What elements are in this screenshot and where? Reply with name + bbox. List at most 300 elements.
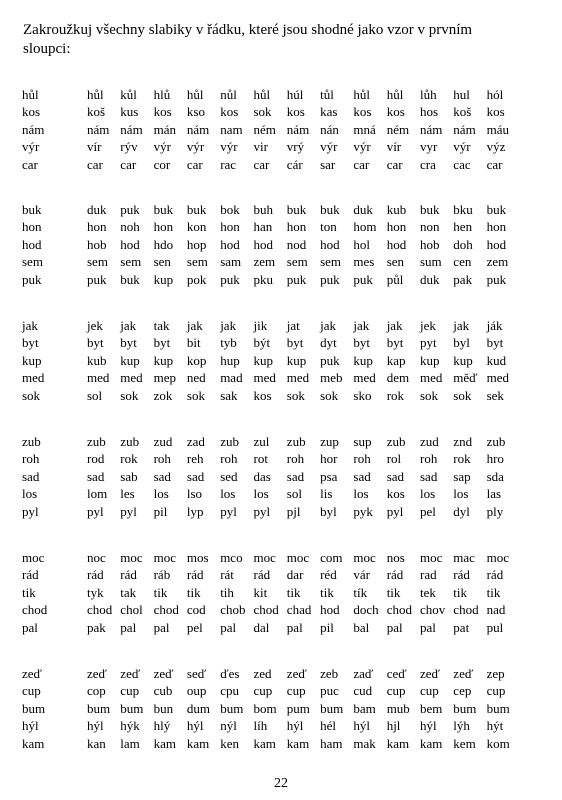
option-syllable[interactable]: zub (87, 434, 106, 449)
option-syllable[interactable]: zed (253, 666, 272, 681)
option-syllable[interactable]: zul (253, 434, 270, 449)
option-syllable[interactable]: lom (87, 486, 108, 502)
option-syllable[interactable]: jek (87, 318, 103, 333)
option-syllable[interactable]: zeď (453, 666, 474, 681)
option-syllable[interactable]: hob (87, 236, 107, 252)
option-syllable[interactable]: rac (220, 156, 237, 172)
option-syllable[interactable]: kos (353, 104, 372, 120)
option-syllable[interactable]: jat (286, 318, 300, 333)
option-syllable[interactable]: hon (87, 219, 107, 235)
option-syllable[interactable]: non (420, 219, 440, 235)
option-syllable[interactable]: pal (286, 619, 303, 635)
option-syllable[interactable]: sad (286, 468, 305, 484)
option-syllable[interactable]: roh (220, 451, 238, 467)
option-syllable[interactable]: sem (186, 254, 208, 270)
option-syllable[interactable]: med (486, 370, 509, 386)
option-syllable[interactable]: duk (87, 202, 107, 217)
option-syllable[interactable]: chod (453, 602, 479, 618)
option-syllable[interactable]: sar (320, 156, 336, 172)
option-syllable[interactable]: byl (453, 335, 470, 351)
option-syllable[interactable]: hlý (153, 718, 171, 734)
option-syllable[interactable]: ráb (153, 567, 171, 583)
option-syllable[interactable]: nán (320, 121, 339, 137)
option-syllable[interactable]: kam (386, 735, 410, 751)
option-syllable[interactable]: zem (253, 254, 276, 270)
option-syllable[interactable]: výz (486, 139, 506, 155)
option-syllable[interactable]: car (386, 156, 403, 172)
option-syllable[interactable]: mco (220, 550, 243, 565)
option-syllable[interactable]: bum (220, 700, 244, 716)
option-syllable[interactable]: výr (186, 139, 205, 155)
option-syllable[interactable]: los (153, 486, 169, 502)
option-syllable[interactable]: meb (320, 370, 343, 386)
option-syllable[interactable]: zad (186, 434, 205, 449)
option-syllable[interactable]: las (486, 486, 502, 502)
option-syllable[interactable]: hdo (153, 236, 174, 252)
option-syllable[interactable]: mak (353, 735, 376, 751)
option-syllable[interactable]: doh (453, 236, 473, 252)
option-syllable[interactable]: hýl (186, 718, 204, 734)
option-syllable[interactable]: kam (286, 735, 310, 751)
option-syllable[interactable]: sap (453, 468, 471, 484)
option-syllable[interactable]: bem (420, 700, 443, 716)
option-syllable[interactable]: tik (186, 584, 201, 600)
option-syllable[interactable]: být (253, 335, 271, 351)
option-syllable[interactable]: kos (220, 104, 239, 120)
option-syllable[interactable]: vár (353, 567, 370, 583)
option-syllable[interactable]: hod (486, 236, 507, 252)
option-syllable[interactable]: med (120, 370, 143, 386)
option-syllable[interactable]: pel (186, 619, 203, 635)
option-syllable[interactable]: hýl (286, 718, 304, 734)
option-syllable[interactable]: sum (420, 254, 442, 270)
option-syllable[interactable]: roh (353, 451, 371, 467)
option-syllable[interactable]: hro (486, 451, 504, 467)
option-syllable[interactable]: hýl (87, 718, 104, 734)
option-syllable[interactable]: nám (186, 121, 210, 137)
option-syllable[interactable]: tik (320, 584, 334, 600)
option-syllable[interactable]: vír (386, 139, 402, 155)
option-syllable[interactable]: výr (220, 139, 238, 155)
option-syllable[interactable]: los (453, 486, 469, 502)
option-syllable[interactable]: hýt (486, 718, 504, 734)
option-syllable[interactable]: pak (87, 619, 106, 635)
option-syllable[interactable]: mos (186, 550, 209, 565)
option-syllable[interactable]: nýl (220, 718, 237, 734)
option-syllable[interactable]: duk (353, 202, 373, 217)
option-syllable[interactable]: rad (420, 567, 437, 583)
option-syllable[interactable]: zeď (286, 666, 307, 681)
option-syllable[interactable]: zeď (420, 666, 440, 681)
option-syllable[interactable]: vyr (420, 139, 438, 155)
option-syllable[interactable]: nám (120, 121, 143, 137)
option-syllable[interactable]: rát (220, 567, 234, 583)
option-syllable[interactable]: puk (486, 271, 507, 287)
option-syllable[interactable]: jik (253, 318, 268, 333)
option-syllable[interactable]: sok (186, 387, 205, 403)
option-syllable[interactable]: měď (453, 370, 478, 386)
option-syllable[interactable]: sok (453, 387, 472, 403)
option-syllable[interactable]: rok (120, 451, 138, 467)
option-syllable[interactable]: sem (87, 254, 108, 270)
option-syllable[interactable]: buk (420, 202, 440, 217)
option-syllable[interactable]: hol (353, 236, 371, 252)
option-syllable[interactable]: zeb (320, 666, 339, 681)
option-syllable[interactable]: nod (286, 236, 307, 252)
option-syllable[interactable]: rot (253, 451, 268, 467)
option-syllable[interactable]: pyl (386, 503, 404, 519)
option-syllable[interactable]: rýv (120, 139, 138, 155)
option-syllable[interactable]: car (253, 156, 270, 172)
option-syllable[interactable]: buk (120, 271, 140, 287)
option-syllable[interactable]: tyb (220, 335, 237, 351)
option-syllable[interactable]: tík (353, 584, 368, 600)
option-syllable[interactable]: cor (153, 156, 171, 172)
option-syllable[interactable]: ják (486, 318, 503, 333)
option-syllable[interactable]: byl (320, 503, 337, 519)
option-syllable[interactable]: mac (453, 550, 475, 565)
option-syllable[interactable]: pyk (353, 503, 373, 519)
option-syllable[interactable]: pyl (120, 503, 137, 519)
option-syllable[interactable]: zaď (353, 666, 374, 681)
option-syllable[interactable]: los (220, 486, 236, 502)
option-syllable[interactable]: buk (153, 202, 174, 217)
option-syllable[interactable]: pum (286, 700, 310, 716)
option-syllable[interactable]: sda (486, 468, 504, 484)
option-syllable[interactable]: rád (87, 567, 104, 583)
option-syllable[interactable]: dyt (320, 335, 337, 351)
option-syllable[interactable]: rod (87, 451, 105, 467)
option-syllable[interactable]: hup (220, 352, 240, 368)
option-syllable[interactable]: cup (420, 683, 439, 699)
option-syllable[interactable]: hod (320, 602, 340, 618)
option-syllable[interactable]: jek (420, 318, 436, 333)
option-syllable[interactable]: zeď (153, 666, 174, 681)
option-syllable[interactable]: puk (120, 202, 140, 217)
option-syllable[interactable]: seď (186, 666, 207, 681)
option-syllable[interactable]: bit (186, 335, 201, 351)
option-syllable[interactable]: pak (453, 271, 473, 287)
option-syllable[interactable]: moc (486, 550, 509, 565)
option-syllable[interactable]: ném (253, 121, 276, 137)
option-syllable[interactable]: pal (153, 619, 170, 635)
option-syllable[interactable]: hod (386, 236, 407, 252)
option-syllable[interactable]: sen (386, 254, 405, 270)
option-syllable[interactable]: rád (186, 567, 204, 583)
option-syllable[interactable]: kan (87, 735, 106, 751)
option-syllable[interactable]: cup (386, 683, 406, 699)
option-syllable[interactable]: moc (286, 550, 310, 565)
option-syllable[interactable]: zud (153, 434, 173, 449)
option-syllable[interactable]: mes (353, 254, 375, 270)
option-syllable[interactable]: cup (253, 683, 273, 699)
option-syllable[interactable]: puk (87, 271, 107, 287)
option-syllable[interactable]: han (253, 219, 273, 235)
option-syllable[interactable]: rád (486, 567, 504, 583)
option-syllable[interactable]: byt (353, 335, 371, 351)
option-syllable[interactable]: los (353, 486, 369, 502)
option-syllable[interactable]: chod (386, 602, 412, 618)
option-syllable[interactable]: doch (353, 602, 379, 618)
option-syllable[interactable]: hýl (353, 718, 371, 734)
option-syllable[interactable]: car (120, 156, 137, 172)
option-syllable[interactable]: puk (320, 271, 340, 287)
option-syllable[interactable]: nám (420, 121, 443, 137)
option-syllable[interactable]: hůl (253, 87, 271, 102)
option-syllable[interactable]: kam (186, 735, 210, 751)
option-syllable[interactable]: kon (186, 219, 207, 235)
option-syllable[interactable]: tůl (320, 87, 334, 102)
option-syllable[interactable]: sad (353, 468, 371, 484)
option-syllable[interactable]: cud (353, 683, 373, 699)
option-syllable[interactable]: tik (486, 584, 501, 600)
option-syllable[interactable]: chod (153, 602, 179, 618)
option-syllable[interactable]: chod (253, 602, 279, 618)
option-syllable[interactable]: buk (486, 202, 507, 217)
option-syllable[interactable]: ply (486, 503, 504, 519)
option-syllable[interactable]: jak (186, 318, 203, 333)
option-syllable[interactable]: chob (220, 602, 246, 618)
option-syllable[interactable]: kam (153, 735, 176, 751)
option-syllable[interactable]: zud (420, 434, 439, 449)
option-syllable[interactable]: jak (353, 318, 370, 333)
option-syllable[interactable]: zep (486, 666, 505, 681)
option-syllable[interactable]: pul (486, 619, 504, 635)
option-syllable[interactable]: cup (286, 683, 306, 699)
option-syllable[interactable]: moc (353, 550, 376, 565)
option-syllable[interactable]: puk (320, 352, 340, 368)
option-syllable[interactable]: byt (87, 335, 104, 351)
option-syllable[interactable]: puk (220, 271, 240, 287)
option-syllable[interactable]: kup (120, 352, 140, 368)
option-syllable[interactable]: psa (320, 468, 338, 484)
option-syllable[interactable]: sko (353, 387, 372, 403)
option-syllable[interactable]: roh (153, 451, 171, 467)
option-syllable[interactable]: pyl (253, 503, 271, 519)
option-syllable[interactable]: car (486, 156, 503, 172)
option-syllable[interactable]: buk (186, 202, 207, 217)
option-syllable[interactable]: kup (286, 352, 307, 368)
option-syllable[interactable]: sek (486, 387, 504, 403)
option-syllable[interactable]: koš (453, 104, 472, 120)
option-syllable[interactable]: zub (220, 434, 239, 449)
option-syllable[interactable]: nůl (220, 87, 237, 102)
option-syllable[interactable]: mep (153, 370, 176, 386)
option-syllable[interactable]: sok (253, 104, 272, 120)
option-syllable[interactable]: zub (286, 434, 306, 449)
option-syllable[interactable]: byt (153, 335, 171, 351)
option-syllable[interactable]: jak (220, 318, 237, 333)
option-syllable[interactable]: sad (420, 468, 438, 484)
option-syllable[interactable]: kup (153, 352, 174, 368)
option-syllable[interactable]: pjl (286, 503, 301, 519)
option-syllable[interactable]: sed (220, 468, 238, 484)
option-syllable[interactable]: rád (453, 567, 470, 583)
option-syllable[interactable]: mná (353, 121, 376, 137)
option-syllable[interactable]: cup (120, 683, 140, 699)
option-syllable[interactable]: ham (320, 735, 343, 751)
option-syllable[interactable]: cen (453, 254, 472, 270)
option-syllable[interactable]: buk (320, 202, 340, 217)
option-syllable[interactable]: hýk (120, 718, 140, 734)
option-syllable[interactable]: dyl (453, 503, 470, 519)
option-syllable[interactable]: pal (386, 619, 403, 635)
option-syllable[interactable]: kam (420, 735, 443, 751)
option-syllable[interactable]: zok (153, 387, 173, 403)
option-syllable[interactable]: jak (453, 318, 470, 333)
option-syllable[interactable]: réd (320, 567, 337, 583)
option-syllable[interactable]: kup (353, 352, 373, 368)
option-syllable[interactable]: pal (120, 619, 137, 635)
option-syllable[interactable]: ned (186, 370, 206, 386)
option-syllable[interactable]: hůl (386, 87, 404, 102)
option-syllable[interactable]: byt (286, 335, 304, 351)
option-syllable[interactable]: tik (286, 584, 301, 600)
option-syllable[interactable]: bok (220, 202, 240, 217)
option-syllable[interactable]: bku (453, 202, 473, 217)
option-syllable[interactable]: cup (486, 683, 506, 699)
option-syllable[interactable]: hod (253, 236, 273, 252)
option-syllable[interactable]: kom (486, 735, 510, 751)
option-syllable[interactable]: vír (87, 139, 102, 155)
option-syllable[interactable]: moc (153, 550, 176, 565)
option-syllable[interactable]: hod (220, 236, 240, 252)
option-syllable[interactable]: hůl (353, 87, 371, 102)
option-syllable[interactable]: kop (186, 352, 207, 368)
option-syllable[interactable]: buk (286, 202, 307, 217)
option-syllable[interactable]: kos (386, 486, 405, 502)
option-syllable[interactable]: nos (386, 550, 405, 565)
option-syllable[interactable]: moc (420, 550, 443, 565)
option-syllable[interactable]: bum (87, 700, 111, 716)
option-syllable[interactable]: jak (320, 318, 336, 333)
option-syllable[interactable]: hob (420, 236, 440, 252)
option-syllable[interactable]: hůl (87, 87, 104, 102)
option-syllable[interactable]: ďes (220, 666, 240, 681)
option-syllable[interactable]: rád (120, 567, 137, 583)
option-syllable[interactable]: ton (320, 219, 337, 235)
option-syllable[interactable]: hen (453, 219, 473, 235)
option-syllable[interactable]: kos (486, 104, 505, 120)
option-syllable[interactable]: hon (153, 219, 174, 235)
option-syllable[interactable]: tik (153, 584, 168, 600)
option-syllable[interactable]: chad (286, 602, 312, 618)
option-syllable[interactable]: půl (386, 271, 404, 287)
option-syllable[interactable]: pel (420, 503, 436, 519)
option-syllable[interactable]: kub (87, 352, 107, 368)
option-syllable[interactable]: byt (386, 335, 404, 351)
option-syllable[interactable]: sok (120, 387, 139, 403)
option-syllable[interactable]: hýl (420, 718, 437, 734)
option-syllable[interactable]: sok (320, 387, 339, 403)
option-syllable[interactable]: zup (320, 434, 339, 449)
option-syllable[interactable]: buh (253, 202, 273, 217)
option-syllable[interactable]: kůl (120, 87, 137, 102)
option-syllable[interactable]: hod (320, 236, 340, 252)
option-syllable[interactable]: kam (253, 735, 276, 751)
option-syllable[interactable]: hul (453, 87, 470, 102)
option-syllable[interactable]: bun (153, 700, 174, 716)
option-syllable[interactable]: med (353, 370, 376, 386)
option-syllable[interactable]: rád (386, 567, 404, 583)
option-syllable[interactable]: reh (186, 451, 204, 467)
option-syllable[interactable]: hjl (386, 718, 401, 734)
option-syllable[interactable]: nám (453, 121, 476, 137)
option-syllable[interactable]: tik (386, 584, 401, 600)
option-syllable[interactable]: hél (320, 718, 336, 734)
option-syllable[interactable]: vrý (286, 139, 305, 155)
option-syllable[interactable]: zub (386, 434, 406, 449)
option-syllable[interactable]: bal (353, 619, 370, 635)
option-syllable[interactable]: noh (120, 219, 140, 235)
option-syllable[interactable]: moc (120, 550, 143, 565)
option-syllable[interactable]: los (420, 486, 436, 502)
option-syllable[interactable]: hop (186, 236, 207, 252)
option-syllable[interactable]: byt (486, 335, 504, 351)
option-syllable[interactable]: dum (186, 700, 211, 716)
option-syllable[interactable]: das (253, 468, 271, 484)
option-syllable[interactable]: cod (186, 602, 206, 618)
option-syllable[interactable]: nam (220, 121, 243, 137)
option-syllable[interactable]: dem (386, 370, 410, 386)
option-syllable[interactable]: sen (153, 254, 171, 270)
option-syllable[interactable]: zeď (120, 666, 141, 681)
option-syllable[interactable]: znd (453, 434, 473, 449)
option-syllable[interactable]: lso (186, 486, 203, 502)
option-syllable[interactable]: nad (486, 602, 506, 618)
option-syllable[interactable]: lýh (453, 718, 470, 734)
option-syllable[interactable]: mad (220, 370, 243, 386)
option-syllable[interactable]: puk (353, 271, 373, 287)
option-syllable[interactable]: roh (286, 451, 305, 467)
option-syllable[interactable]: cop (87, 683, 106, 699)
option-syllable[interactable]: bum (120, 700, 144, 716)
option-syllable[interactable]: rád (253, 567, 271, 583)
option-syllable[interactable]: líh (253, 718, 268, 734)
option-syllable[interactable]: pil (153, 503, 168, 519)
option-syllable[interactable]: kos (286, 104, 305, 120)
option-syllable[interactable]: bom (253, 700, 277, 716)
option-syllable[interactable]: com (320, 550, 343, 565)
option-syllable[interactable]: sab (120, 468, 138, 484)
option-syllable[interactable]: rok (386, 387, 405, 403)
option-syllable[interactable]: lyp (186, 503, 204, 519)
option-syllable[interactable]: les (120, 486, 135, 502)
option-syllable[interactable]: máu (486, 121, 509, 137)
option-syllable[interactable]: kos (153, 104, 172, 120)
option-syllable[interactable]: car (87, 156, 103, 172)
option-syllable[interactable]: pat (453, 619, 470, 635)
option-syllable[interactable]: sem (320, 254, 342, 270)
option-syllable[interactable]: lam (120, 735, 140, 751)
option-syllable[interactable]: kap (386, 352, 406, 368)
option-syllable[interactable]: oup (186, 683, 207, 699)
option-syllable[interactable]: chol (120, 602, 143, 618)
option-syllable[interactable]: pok (186, 271, 207, 287)
option-syllable[interactable]: tek (420, 584, 436, 600)
option-syllable[interactable]: výr (453, 139, 471, 155)
option-syllable[interactable]: car (186, 156, 203, 172)
option-syllable[interactable]: cub (153, 683, 173, 699)
option-syllable[interactable]: mub (386, 700, 410, 716)
option-syllable[interactable]: hůl (186, 87, 204, 102)
option-syllable[interactable]: sok (420, 387, 439, 403)
option-syllable[interactable]: cpu (220, 683, 239, 699)
option-syllable[interactable]: sak (220, 387, 238, 403)
option-syllable[interactable]: sad (153, 468, 171, 484)
option-syllable[interactable]: kem (453, 735, 476, 751)
option-syllable[interactable]: hos (420, 104, 439, 120)
